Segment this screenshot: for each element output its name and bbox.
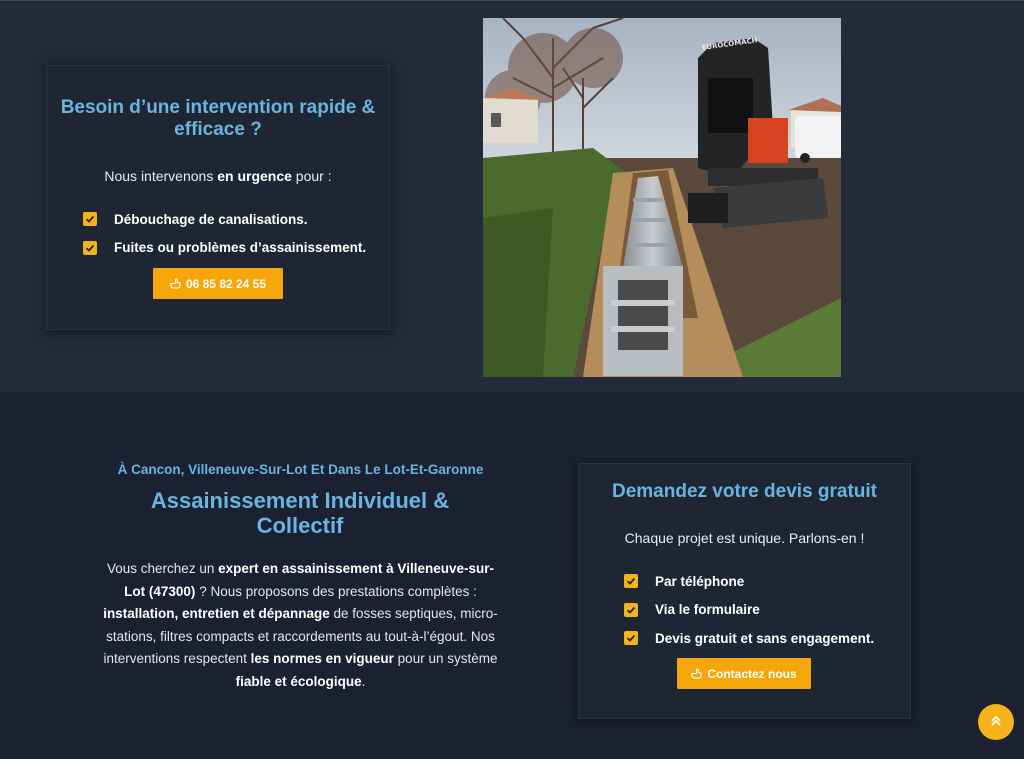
lead-text: Nous intervenons xyxy=(104,168,218,184)
worksite-photo xyxy=(483,18,841,377)
urgent-card-title: Besoin d’une intervention rapide & efficace ? xyxy=(60,97,376,140)
hand-pointer-icon xyxy=(691,668,702,679)
body-text-part: ? Nous proposons des prestations complètes : xyxy=(195,583,477,599)
quote-card-title: Demandez votre devis gratuit xyxy=(611,481,878,502)
check-icon xyxy=(83,212,97,226)
urgent-services-list xyxy=(83,205,366,262)
urgent-card-lead xyxy=(47,168,389,184)
quote-card-lead: Chaque projet est unique. Parlons-en ! xyxy=(624,530,865,546)
body-text-part: . xyxy=(361,673,366,689)
hand-pointer-icon xyxy=(170,278,181,289)
list-item xyxy=(624,624,874,653)
section-body xyxy=(97,558,504,694)
check-icon xyxy=(624,574,638,588)
body-text-part: pour un système xyxy=(393,651,498,667)
lead-text-end: pour : xyxy=(291,168,332,184)
list-item xyxy=(624,567,874,596)
list-item-label: Devis gratuit et sans engagement. xyxy=(655,630,875,646)
body-emphasis: expert en assainissement à Villeneuve-sur-Lot (47300) xyxy=(124,561,494,599)
check-icon xyxy=(624,603,638,617)
list-item xyxy=(83,205,366,234)
excavator-trench-image xyxy=(483,18,841,377)
check-icon xyxy=(624,631,638,645)
list-item-label: Débouchage de canalisations. xyxy=(114,211,308,227)
contact-us-button-label: Contactez nous xyxy=(707,666,797,681)
scroll-to-top-button[interactable] xyxy=(978,704,1014,740)
phone-call-button-label: 06 85 82 24 55 xyxy=(185,276,267,291)
machine-brand-text: EUROCOMACH xyxy=(701,36,759,52)
body-text-part: de fosses septiques, micro-stations, filtres compacts et raccordements au tout-à-l’égout. Nos interventions respectent xyxy=(103,606,498,667)
list-item-label: Fuites ou problèmes d’assainissement. xyxy=(114,240,367,256)
body-emphasis: installation, entretien et dépannage xyxy=(103,606,330,622)
section-heading: Assainissement Individuel & Collectif xyxy=(150,488,450,538)
contact-us-button[interactable] xyxy=(677,658,811,689)
body-emphasis: les normes en vigueur xyxy=(250,651,394,667)
list-item xyxy=(624,596,874,625)
chevrons-up-icon xyxy=(989,714,1003,731)
list-item xyxy=(83,234,366,263)
urgent-intervention-card xyxy=(46,65,390,330)
section-kicker: À Cancon, Villeneuve-Sur-Lot Et Dans Le Lot-Et-Garonne xyxy=(117,462,484,477)
list-item-label: Par téléphone xyxy=(655,573,745,589)
body-text-part: Vous cherchez un xyxy=(107,561,219,576)
quote-options-list xyxy=(624,567,874,653)
phone-call-button[interactable] xyxy=(153,268,283,299)
lead-emphasis: en urgence xyxy=(217,168,292,184)
list-item-label: Via le formulaire xyxy=(655,602,760,618)
quote-request-card xyxy=(578,463,911,719)
body-emphasis: fiable et écologique xyxy=(235,673,362,689)
check-icon xyxy=(83,241,97,255)
